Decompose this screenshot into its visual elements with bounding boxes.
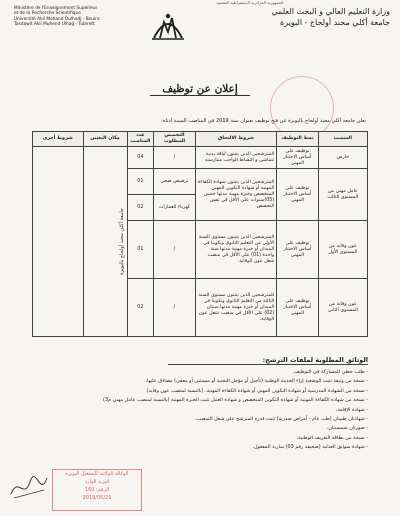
cell-count: 02 [127, 279, 154, 337]
cell-conditions: المترشحين الذين يثبتون مستوى السنة الأولى من التعليم الثانوي وتكوينا في الميدان أو خبرة مهنية مدتها سنة واحدة (01) على الأقل في منصب شغل عون الوقاية. [195, 221, 276, 279]
cell-spec: كهرباء العمارات [154, 195, 196, 221]
header-fr-line: Université Akli Mohand Oulhadj - Bouira [14, 16, 100, 22]
header-fr-line: Ministère de l'Enseignement Supérieur [14, 6, 98, 11]
list-item: - طلب خطي للمشاركة في التوظيف. [292, 369, 368, 375]
republic-line: الجمهورية الجزائرية الديمقراطية الشعبية [216, 0, 284, 5]
col-header: المنصب [318, 132, 367, 147]
cell-post: عامل مهني من المستوى الثالث [318, 169, 367, 221]
docs-list [38, 368, 368, 453]
col-header: مكان التعيين [83, 132, 127, 147]
cell-mode: توظيف على أساس الاختبار المهني [277, 169, 319, 221]
stamp-line: البريد الوارد [84, 479, 110, 485]
cell-post: حارس [318, 147, 367, 169]
list-item: - شهادتان طبيتان (طب عام - أمراض صدرية) تثبت قدرة المترشح على شغل المنصب. [194, 416, 368, 423]
cell-mode: توظيف على أساس الاختبار المهني [277, 279, 319, 337]
col-header: عدد المناصب [127, 132, 154, 147]
header-french [14, 6, 124, 28]
signature-icon [8, 470, 50, 504]
list-item: - صورتان شمسيتان. [326, 425, 368, 432]
cell-conditions: المترشحين الذين يثبتون شهادة الكفاءة المهنية أو شهادة التكوين المهني المتخصص وخبرة مهنية مدتها خمس (05)سنوات على الأقل في نفس التخصص. [195, 169, 276, 221]
university-ar: جامعة أكلي محند أولحاج - البويرة [280, 18, 390, 27]
ministry-ar: وزارة التعليم العالي و البحث العلمي [271, 7, 390, 16]
cell-conditions: المترشحين الذين يثبتون لياقة بدنية تتماشى و النشاط الواجب ممارسته [195, 147, 276, 169]
university-logo-icon [150, 8, 186, 42]
place-text: جامعة أكلي محند أولحاج بالبويرة [118, 208, 125, 275]
page-title: إعلان عن توظيف [150, 83, 250, 96]
list-item: - نسخة من الشهادة المدرسية أو شهادة التكوين المهني أو شهادة الكفاءة المهنية. (بالنسبة لمنصب عون وقاية) [146, 387, 368, 394]
header-fr-line: et de la Recherche Scientifique [14, 11, 81, 17]
cell-mode: توظيف على أساس الاختبار المهني [277, 147, 319, 169]
cell-count: 01 [127, 221, 154, 279]
cell-count: 02 [127, 195, 154, 221]
cell-count: 04 [127, 147, 154, 169]
list-item: - شهادة سوابق العدلية (صحيفة رقم 03) سارية المفعول. [252, 444, 368, 451]
cell-post: عون وقاية من المستوى الأول [318, 221, 367, 279]
cell-spec: ترصيص صحي [154, 169, 196, 195]
cell-place [83, 147, 127, 337]
list-item: - نسخة من وثيقة تثبت الوضعية إزاء الخدمة الوطنية (تأجيل أو مؤجل التجنيد أو مستثنى أو معفى) مصادق عليها. [145, 378, 368, 385]
stamp-line: الرقم: 160 [84, 487, 110, 493]
cell-spec: / [154, 147, 196, 169]
list-item: - نسخة من بطاقة التعريف الوطنية. [296, 434, 368, 441]
list-item: - نسخة من شهادة الكفاءة المهنية أو شهادة التكوين المتخصص و شهادة العمل تثبت الخبرة المهنية (بالنسبة لمنصب عامل مهني م3) [103, 397, 368, 404]
docs-title: الوثائق المطلوبة لملفات الترشح: [168, 356, 368, 365]
cell-conditions: للمترشحين الذين يثبتون مستوى السنة الثالثة من التعليم الثانوي وتكوينا في الميدان أو خبرة مهنية مدتها سنتان (02) على الأقل في منصب شغل عون الوقاية. [195, 279, 276, 337]
list-item: - شهادة الإقامة. [335, 406, 368, 413]
col-header: شروط الالتحاق [195, 132, 276, 147]
header-arabic [210, 6, 390, 28]
cell-post: عون وقاية من المستوى الثاني [318, 279, 367, 337]
cell-spec: / [154, 221, 196, 279]
col-header: التخصص المطلوب [154, 132, 196, 147]
col-header: شروط أخرى [33, 132, 84, 147]
stamp-line: الوكالة الولائية للتشغيل البويرة [65, 471, 129, 477]
cell-mode: توظيف على أساس الاختبار المهني [277, 221, 319, 279]
header-fr-line: Tasdawit Akli Muhend Ulhağ - Tubirett [14, 22, 95, 28]
table-header-row [33, 132, 368, 147]
stamp-line: 2019/05/21 [82, 495, 112, 501]
cell-count: 01 [127, 169, 154, 195]
cell-other [33, 147, 84, 337]
cell-spec: / [154, 279, 196, 337]
agency-stamp [52, 469, 142, 511]
jobs-table [32, 131, 368, 337]
table-row [33, 147, 368, 169]
intro-text: تعلن جامعة أكلي محند أولحاج بالبويرة عن فتح توظيف بعنوان سنة 2019 في المناصب المبينة أدناه: [161, 118, 366, 124]
col-header: نمط التوظيف [277, 132, 319, 147]
